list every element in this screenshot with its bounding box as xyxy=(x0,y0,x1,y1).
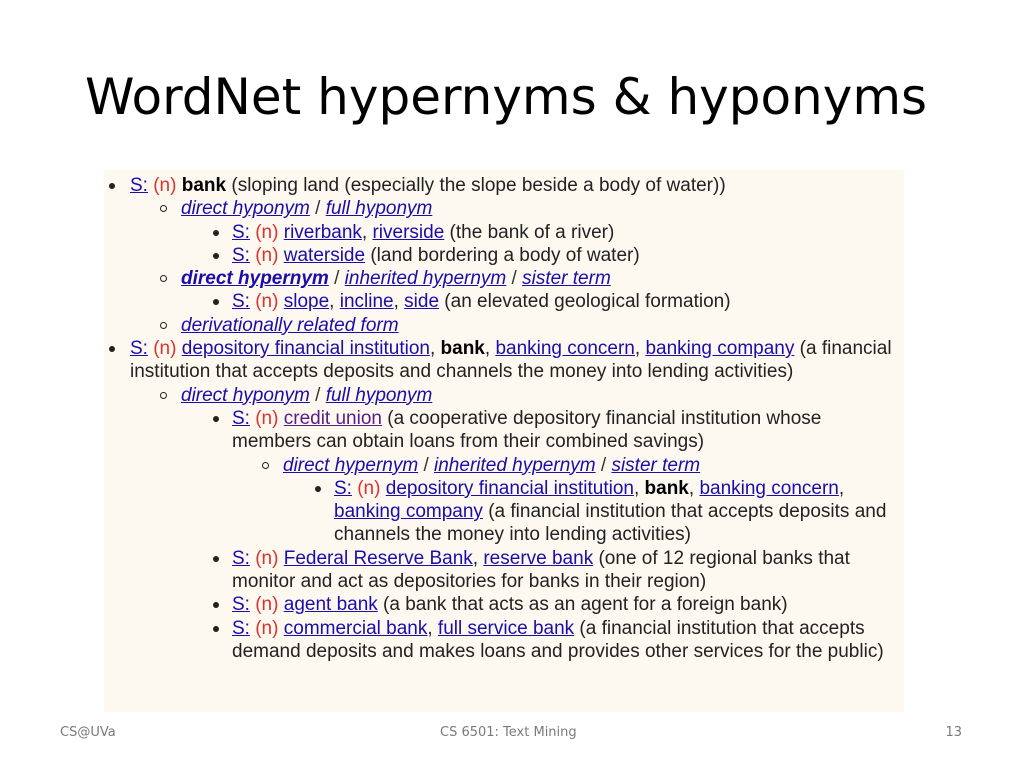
direct-hypernym-link[interactable]: direct hypernym xyxy=(283,454,419,476)
pos-label: (n) xyxy=(153,175,177,196)
comma: , xyxy=(472,547,484,569)
pos-label: (n) xyxy=(255,547,279,569)
word-link-waterside[interactable]: waterside xyxy=(283,244,366,266)
word-link-credit-union[interactable]: credit union xyxy=(283,407,382,429)
relation-item xyxy=(181,197,904,267)
word-link-depository-financial-institution[interactable]: depository financial institution xyxy=(385,477,634,499)
headword: bank xyxy=(644,477,689,499)
synset-item xyxy=(232,221,904,244)
sense-item xyxy=(130,174,904,337)
synset-item xyxy=(232,617,904,664)
comma: , xyxy=(634,338,646,360)
relation-item xyxy=(181,384,904,664)
inherited-hypernym-link[interactable]: inherited hypernym xyxy=(344,268,507,290)
synset-list xyxy=(181,221,904,268)
synset-link[interactable]: S: xyxy=(232,244,250,266)
synset-link[interactable]: S: xyxy=(232,291,250,313)
sense-item xyxy=(130,337,904,663)
headword: bank xyxy=(181,175,227,196)
pos-label: (n) xyxy=(153,338,177,360)
relation-item xyxy=(181,314,904,337)
relation-item xyxy=(181,267,904,314)
synset-list xyxy=(181,407,904,663)
synset-item xyxy=(334,477,904,547)
separator: / xyxy=(418,454,435,476)
gloss: (a financial institution that accepts deposits and channels the money into lending activities) xyxy=(334,501,887,546)
gloss: (a cooperative depository financial institution whose members can obtain loans from their combined savings) xyxy=(232,407,822,453)
synset-item xyxy=(232,593,904,616)
word-link-federal-reserve-bank[interactable]: Federal Reserve Bank xyxy=(283,547,473,569)
word-link-banking-company[interactable]: banking company xyxy=(645,338,795,360)
full-hyponym-link[interactable]: full hyponym xyxy=(325,384,433,406)
synset-link[interactable]: S: xyxy=(232,617,250,639)
comma: , xyxy=(484,338,496,360)
word-link-banking-concern[interactable]: banking concern xyxy=(495,338,635,360)
synset-list xyxy=(181,290,904,313)
gloss: (a bank that acts as an agent for a foreign bank) xyxy=(377,594,788,616)
comma: , xyxy=(361,221,373,243)
direct-hyponym-link[interactable]: direct hyponym xyxy=(181,384,310,406)
footer-center: CS 6501: Text Mining xyxy=(440,725,577,740)
relation-list xyxy=(130,384,904,664)
synset-link[interactable]: S: xyxy=(130,175,148,196)
synset-link[interactable]: S: xyxy=(232,407,250,429)
synset-link[interactable]: S: xyxy=(232,221,250,243)
gloss: (land bordering a body of water) xyxy=(365,244,640,266)
direct-hyponym-link[interactable]: direct hyponym xyxy=(181,198,310,220)
word-link-banking-concern[interactable]: banking concern xyxy=(699,477,839,499)
word-link-banking-company[interactable]: banking company xyxy=(334,501,483,523)
word-link-depository-financial-institution[interactable]: depository financial institution xyxy=(181,338,430,360)
separator: / xyxy=(595,454,612,476)
pos-label: (n) xyxy=(255,244,279,266)
page-number: 13 xyxy=(945,725,962,740)
footer-left: CS@UVa xyxy=(60,725,116,740)
word-link-incline[interactable]: incline xyxy=(339,291,394,313)
relation-list xyxy=(232,454,904,547)
gloss: (a financial institution that accepts demand deposits and makes loans and provides other services for the public) xyxy=(232,617,884,662)
comma: , xyxy=(633,477,645,499)
gloss: (one of 12 regional banks that monitor and act as depositories for banks in their region) xyxy=(232,547,850,593)
word-link-riverbank[interactable]: riverbank xyxy=(283,221,362,243)
separator: / xyxy=(506,268,523,290)
word-link-slope[interactable]: slope xyxy=(283,291,330,313)
relation-item xyxy=(283,454,904,547)
word-link-riverside[interactable]: riverside xyxy=(372,221,445,243)
synset-link[interactable]: S: xyxy=(130,338,148,360)
pos-label: (n) xyxy=(255,617,279,639)
synset-link[interactable]: S: xyxy=(232,594,250,616)
relation-list xyxy=(130,197,904,337)
pos-label: (n) xyxy=(255,594,279,616)
word-link-side[interactable]: side xyxy=(404,291,440,313)
word-link-commercial-bank[interactable]: commercial bank xyxy=(283,617,428,639)
inherited-hypernym-link[interactable]: inherited hypernym xyxy=(434,454,596,476)
synset-item xyxy=(232,290,904,313)
synset-link[interactable]: S: xyxy=(334,477,352,499)
direct-hypernym-link[interactable]: direct hypernym xyxy=(181,268,329,290)
pos-label: (n) xyxy=(255,291,279,313)
pos-label: (n) xyxy=(255,221,279,243)
comma: , xyxy=(688,477,700,499)
pos-label: (n) xyxy=(255,407,279,429)
synset-item xyxy=(232,547,904,594)
synset-item xyxy=(232,407,904,547)
comma: , xyxy=(838,477,845,499)
word-link-agent-bank[interactable]: agent bank xyxy=(283,594,378,616)
gloss: (an elevated geological formation) xyxy=(439,291,731,313)
headword: bank xyxy=(440,338,485,360)
derivationally-related-form-link[interactable]: derivationally related form xyxy=(181,314,399,336)
gloss: (a financial institution that accepts deposits and channels the money into lending activities) xyxy=(130,338,892,383)
comma: , xyxy=(393,291,405,313)
pos-label: (n) xyxy=(357,477,381,499)
comma: , xyxy=(429,338,441,360)
synset-link[interactable]: S: xyxy=(232,547,250,569)
gloss: (the bank of a river) xyxy=(444,221,615,243)
comma: , xyxy=(427,617,438,639)
full-hyponym-link[interactable]: full hyponym xyxy=(325,198,433,220)
sister-term-link[interactable]: sister term xyxy=(611,454,701,476)
comma: , xyxy=(329,291,340,313)
synset-item xyxy=(232,244,904,267)
separator: / xyxy=(309,198,326,220)
separator: / xyxy=(328,268,345,290)
wordnet-panel xyxy=(104,170,904,712)
sister-term-link[interactable]: sister term xyxy=(522,268,611,290)
separator: / xyxy=(309,384,326,406)
slide-title: WordNet hypernyms & hyponyms xyxy=(85,68,928,126)
synset-list xyxy=(283,477,904,547)
word-link-reserve-bank[interactable]: reserve bank xyxy=(483,547,594,569)
sense-list xyxy=(104,174,904,663)
word-link-full-service-bank[interactable]: full service bank xyxy=(437,617,575,639)
gloss: (sloping land (especially the slope beside a body of water)) xyxy=(226,175,726,196)
